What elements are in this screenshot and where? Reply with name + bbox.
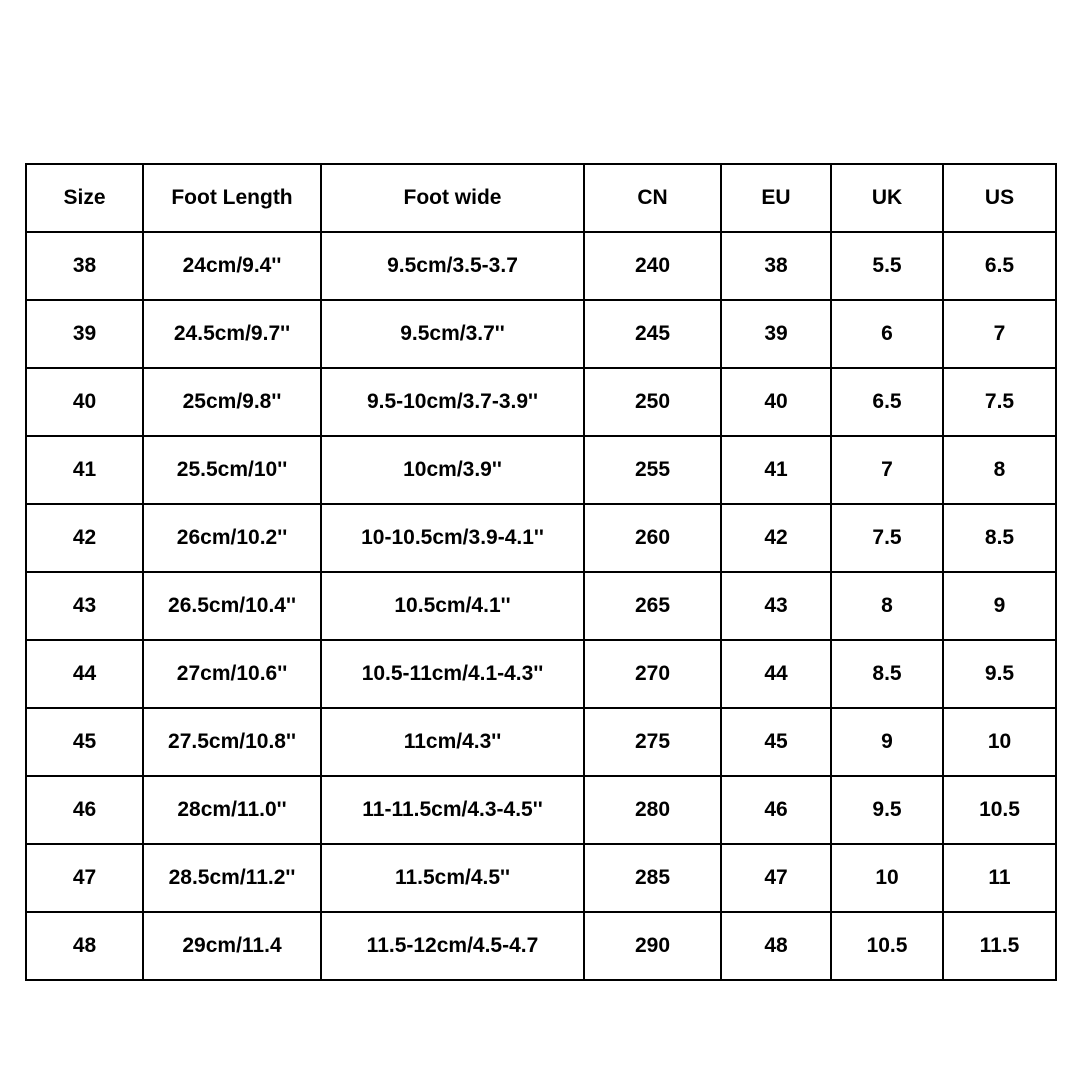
cell-size: 43 <box>26 572 143 640</box>
cell-size: 46 <box>26 776 143 844</box>
table-row <box>26 436 1056 504</box>
cell-uk: 10.5 <box>831 912 943 980</box>
cell-foot-length: 25.5cm/10'' <box>143 436 321 504</box>
cell-foot-wide: 10-10.5cm/3.9-4.1'' <box>321 504 584 572</box>
cell-eu: 39 <box>721 300 831 368</box>
column-header-foot-length: Foot Length <box>143 164 321 232</box>
cell-uk: 8 <box>831 572 943 640</box>
cell-uk: 9.5 <box>831 776 943 844</box>
cell-size: 38 <box>26 232 143 300</box>
cell-eu: 44 <box>721 640 831 708</box>
table-row <box>26 776 1056 844</box>
cell-foot-wide: 11.5cm/4.5'' <box>321 844 584 912</box>
cell-eu: 43 <box>721 572 831 640</box>
cell-us: 9 <box>943 572 1056 640</box>
column-header-size: Size <box>26 164 143 232</box>
cell-eu: 46 <box>721 776 831 844</box>
cell-foot-length: 25cm/9.8'' <box>143 368 321 436</box>
cell-size: 45 <box>26 708 143 776</box>
size-chart-container <box>25 163 1055 981</box>
cell-eu: 40 <box>721 368 831 436</box>
cell-foot-length: 27.5cm/10.8'' <box>143 708 321 776</box>
cell-uk: 7.5 <box>831 504 943 572</box>
table-row <box>26 300 1056 368</box>
cell-cn: 280 <box>584 776 721 844</box>
column-header-uk: UK <box>831 164 943 232</box>
cell-uk: 7 <box>831 436 943 504</box>
cell-uk: 6 <box>831 300 943 368</box>
cell-eu: 45 <box>721 708 831 776</box>
cell-size: 41 <box>26 436 143 504</box>
cell-foot-length: 29cm/11.4 <box>143 912 321 980</box>
cell-foot-length: 24.5cm/9.7'' <box>143 300 321 368</box>
cell-uk: 8.5 <box>831 640 943 708</box>
cell-foot-length: 28.5cm/11.2'' <box>143 844 321 912</box>
cell-uk: 10 <box>831 844 943 912</box>
cell-eu: 47 <box>721 844 831 912</box>
cell-foot-wide: 11.5-12cm/4.5-4.7 <box>321 912 584 980</box>
cell-size: 47 <box>26 844 143 912</box>
cell-us: 11.5 <box>943 912 1056 980</box>
cell-uk: 6.5 <box>831 368 943 436</box>
cell-cn: 290 <box>584 912 721 980</box>
cell-foot-length: 26cm/10.2'' <box>143 504 321 572</box>
cell-uk: 5.5 <box>831 232 943 300</box>
table-row <box>26 572 1056 640</box>
cell-us: 7 <box>943 300 1056 368</box>
table-row <box>26 368 1056 436</box>
cell-size: 40 <box>26 368 143 436</box>
cell-foot-wide: 9.5cm/3.7'' <box>321 300 584 368</box>
cell-us: 6.5 <box>943 232 1056 300</box>
column-header-us: US <box>943 164 1056 232</box>
cell-foot-length: 24cm/9.4'' <box>143 232 321 300</box>
cell-us: 9.5 <box>943 640 1056 708</box>
cell-us: 11 <box>943 844 1056 912</box>
table-row <box>26 232 1056 300</box>
cell-size: 42 <box>26 504 143 572</box>
cell-cn: 270 <box>584 640 721 708</box>
cell-cn: 260 <box>584 504 721 572</box>
cell-eu: 38 <box>721 232 831 300</box>
cell-foot-wide: 11cm/4.3'' <box>321 708 584 776</box>
cell-foot-wide: 9.5cm/3.5-3.7 <box>321 232 584 300</box>
cell-uk: 9 <box>831 708 943 776</box>
cell-size: 48 <box>26 912 143 980</box>
cell-cn: 285 <box>584 844 721 912</box>
cell-us: 7.5 <box>943 368 1056 436</box>
cell-cn: 265 <box>584 572 721 640</box>
cell-foot-wide: 11-11.5cm/4.3-4.5'' <box>321 776 584 844</box>
cell-eu: 42 <box>721 504 831 572</box>
table-row <box>26 844 1056 912</box>
cell-foot-length: 26.5cm/10.4'' <box>143 572 321 640</box>
cell-us: 8.5 <box>943 504 1056 572</box>
cell-cn: 245 <box>584 300 721 368</box>
cell-foot-length: 28cm/11.0'' <box>143 776 321 844</box>
cell-cn: 240 <box>584 232 721 300</box>
cell-cn: 275 <box>584 708 721 776</box>
shoe-size-table <box>25 163 1057 981</box>
cell-cn: 255 <box>584 436 721 504</box>
column-header-cn: CN <box>584 164 721 232</box>
cell-cn: 250 <box>584 368 721 436</box>
table-row <box>26 640 1056 708</box>
cell-us: 8 <box>943 436 1056 504</box>
table-header-row <box>26 164 1056 232</box>
table-row <box>26 708 1056 776</box>
cell-size: 39 <box>26 300 143 368</box>
cell-eu: 48 <box>721 912 831 980</box>
cell-size: 44 <box>26 640 143 708</box>
column-header-foot-wide: Foot wide <box>321 164 584 232</box>
cell-foot-length: 27cm/10.6'' <box>143 640 321 708</box>
cell-eu: 41 <box>721 436 831 504</box>
table-row <box>26 504 1056 572</box>
cell-foot-wide: 9.5-10cm/3.7-3.9'' <box>321 368 584 436</box>
column-header-eu: EU <box>721 164 831 232</box>
cell-us: 10.5 <box>943 776 1056 844</box>
cell-foot-wide: 10.5cm/4.1'' <box>321 572 584 640</box>
cell-us: 10 <box>943 708 1056 776</box>
table-row <box>26 912 1056 980</box>
cell-foot-wide: 10.5-11cm/4.1-4.3'' <box>321 640 584 708</box>
cell-foot-wide: 10cm/3.9'' <box>321 436 584 504</box>
